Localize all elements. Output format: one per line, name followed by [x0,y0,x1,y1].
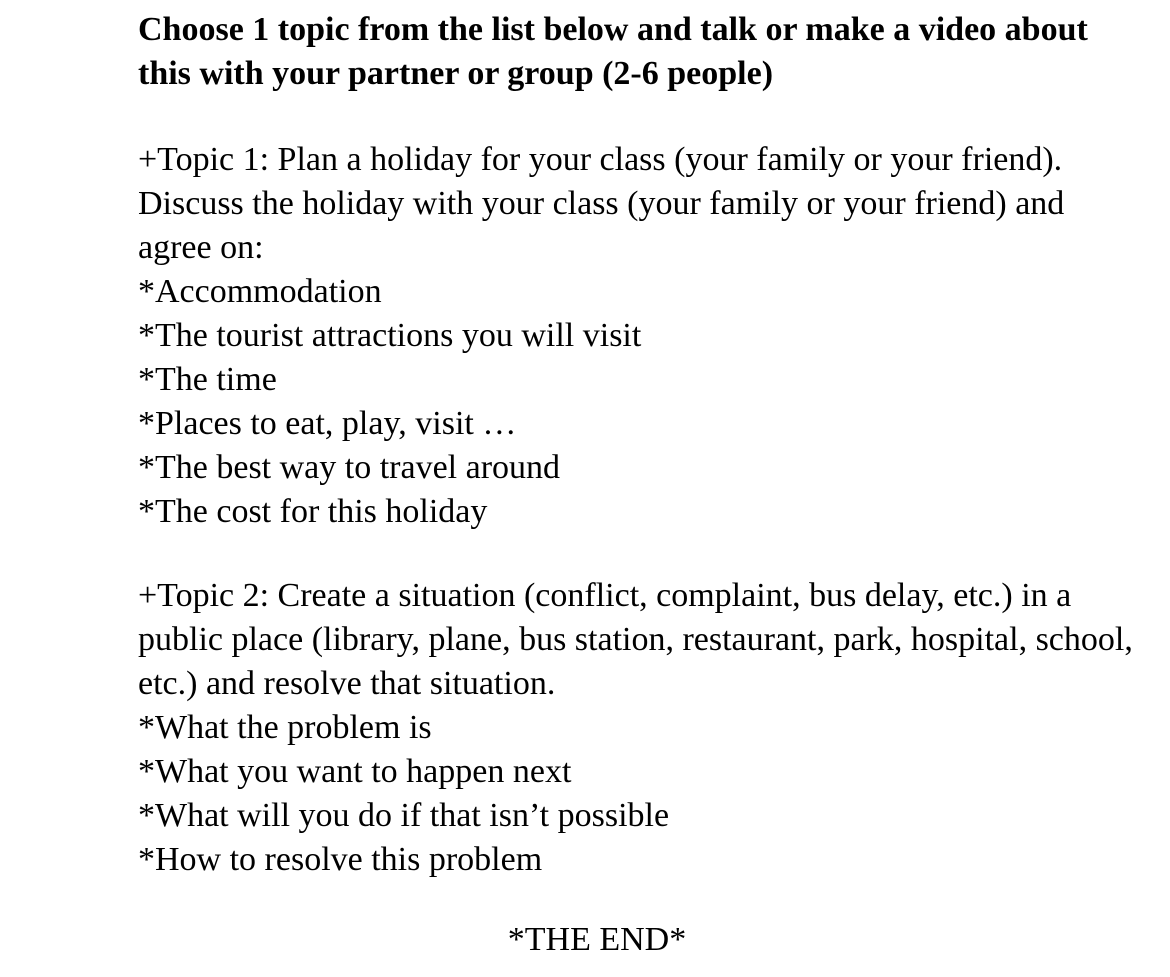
topic-2-list [138,706,1138,882]
list-item: *What will you do if that isn’t possible [138,797,670,834]
list-item: *How to resolve this problem [138,841,543,878]
list-item: *The best way to travel around [138,449,561,486]
topic-1-list [138,270,1138,534]
list-item: *The cost for this holiday [138,493,488,530]
topic-1-intro: +Topic 1: Plan a holiday for your class (your family or your friend). Discuss the holiday with your class (your family or your friend) and agree on: [138,141,1065,266]
document-page [138,8,1138,882]
topic-1-section [138,138,1138,534]
topic-2-section [138,574,1138,882]
list-item: *What the problem is [138,709,432,746]
list-item: *Accommodation [138,273,382,310]
topic-2-intro: +Topic 2: Create a situation (conflict, complaint, bus delay, etc.) in a public place (library, plane, bus station, restaurant, park, hospital, school, etc.) and resolve that situation. [138,577,1133,702]
list-item: *What you want to happen next [138,753,572,790]
list-item: *The time [138,361,277,398]
list-item: *The tourist attractions you will visit [138,317,642,354]
end-marker: *THE END* [507,921,687,958]
instructions-heading: Choose 1 topic from the list below and talk or make a video about this with your partner or group (2-6 people) [138,11,1088,92]
list-item: *Places to eat, play, visit … [138,405,517,442]
